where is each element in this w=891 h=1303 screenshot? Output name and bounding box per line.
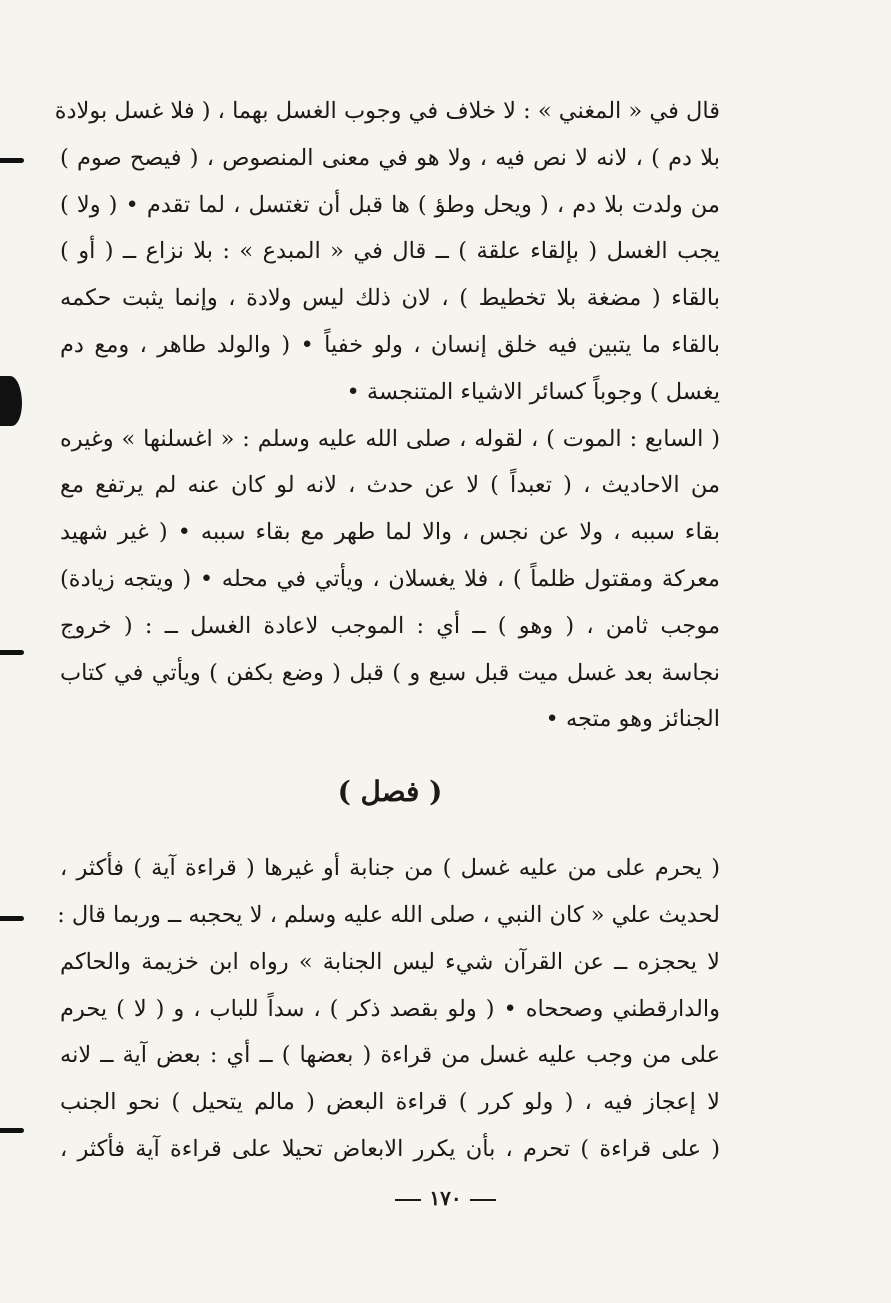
text-line: لحديث علي « كان النبي ، صلى الله عليه وسلم ، لا يحجبه ــ وربما قال : (57, 901, 720, 928)
paragraph-2 (60, 416, 720, 744)
text-line: لا يحجزه ــ عن القرآن شيء ليس الجنابة » رواه ابن خزيمة والحاكم (60, 948, 720, 975)
text-line: بقاء سببه ، ولا عن نجس ، والا لما طهر مع بقاء سببه • ( غير شهيد (60, 519, 720, 546)
text-line: بلا دم ) ، لانه لا نص فيه ، ولا هو في معنى المنصوص ، ( فيصح صوم ) (60, 144, 720, 171)
section-title: ( فصل ) (337, 775, 443, 809)
paragraph-3 (57, 845, 720, 1173)
page-number-dash (470, 1199, 496, 1201)
page-number-text: ١٧٠ (429, 1186, 462, 1210)
page-number-dash (395, 1199, 421, 1201)
text-line: معركة ومقتول ظلماً ) ، فلا يغسلان ، ويأتي في محله • ( ويتجه زيادة) (60, 565, 720, 592)
text-line: من ولدت بلا دم ، ( ويحل وطؤ ) ها قبل أن تغتسل ، لما تقدم • ( ولا ) (60, 191, 720, 218)
text-line: والدارقطني وصححاه • ( ولو بقصد ذكر ) ، سداً للباب ، و ( لا ) يحرم (60, 995, 720, 1022)
text-line: بالقاء ( مضغة بلا تخطيط ) ، لان ذلك ليس ولادة ، وإنما يثبت حكمه (60, 285, 720, 312)
text-line: بالقاء ما يتبين فيه خلق إنسان ، ولو خفياً • ( والولد طاهر ، ومع دم (60, 331, 720, 358)
text-line: من الاحاديث ، ( تعبداً ) لا عن حدث ، لانه لو كان عنه لم يرتفع مع (60, 472, 720, 499)
margin-mark (0, 1128, 24, 1133)
margin-mark (0, 916, 24, 921)
text-line: على من وجب عليه غسل من قراءة ( بعضها ) ــ أي : بعض آية ــ لانه (60, 1042, 720, 1069)
margin-mark (0, 158, 24, 163)
text-line: ( على قراءة ) تحرم ، بأن يكرر الابعاض تحيلا على قراءة آية فأكثر ، (60, 1135, 720, 1162)
paragraph-1 (54, 88, 720, 416)
text-line: الجنائز وهو متجه • (545, 706, 720, 733)
text-line: موجب ثامن ، ( وهو ) ــ أي : الموجب لاعادة الغسل ــ : ( خروج (60, 612, 720, 639)
text-line: يجب الغسل ( بإلقاء علقة ) ــ قال في « المبدع » : بلا نزاع ــ ( أو ) (60, 238, 720, 265)
text-line: قال في « المغني » : لا خلاف في وجوب الغسل بهما ، ( فلا غسل بولادة (54, 98, 720, 124)
margin-blob (0, 376, 22, 426)
text-line: لا إعجاز فيه ، ( ولو كرر ) قراءة البعض ( مالم يتحيل ) نحو الجنب (60, 1089, 720, 1116)
text-line: ( السابع : الموت ) ، لقوله ، صلى الله عليه وسلم : « اغسلنها » وغيره (60, 425, 720, 452)
text-line: نجاسة بعد غسل ميت قبل سبع و ) قبل ( وضع بكفن ) ويأتي في كتاب (60, 659, 720, 686)
text-line: يغسل ) وجوباً كسائر الاشياء المتنجسة • (346, 378, 720, 405)
margin-mark (0, 650, 24, 655)
text-line: ( يحرم على من عليه غسل ) من جنابة أو غيرها ( قراءة آية ) فأكثر ، (60, 855, 720, 882)
page-body (54, 88, 720, 1173)
page-number (0, 1186, 891, 1210)
